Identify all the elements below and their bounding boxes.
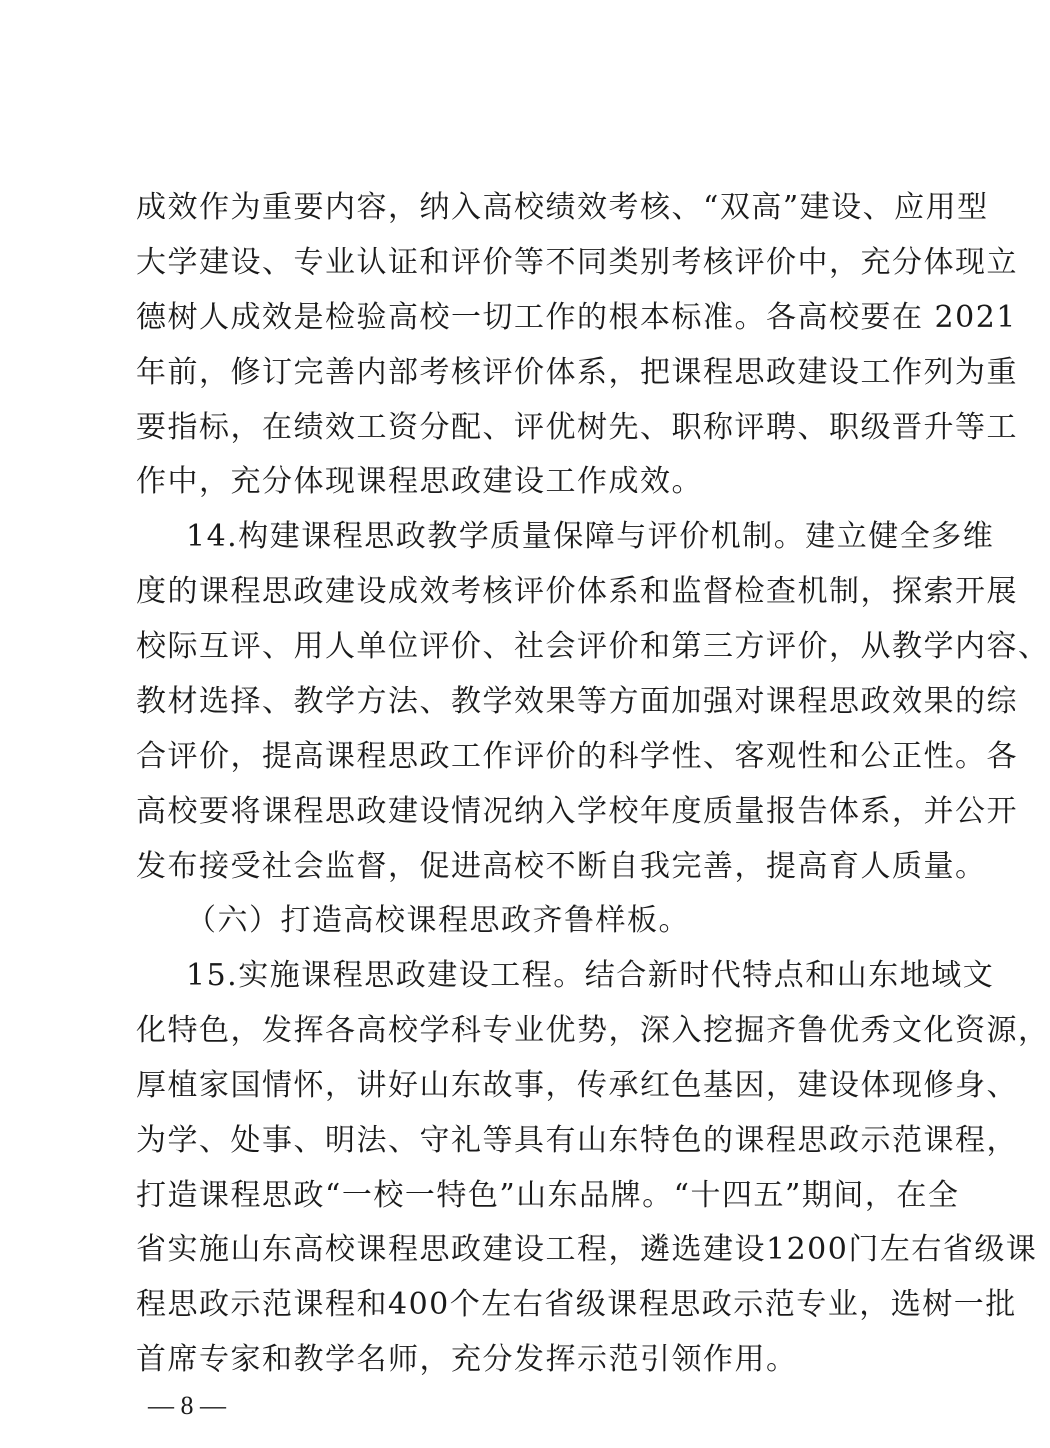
text-line: 大学建设、专业认证和评价等不同类别考核评价中，充分体现立 (136, 245, 1018, 280)
text-line: 合评价，提高课程思政工作评价的科学性、客观性和公正性。各 (136, 739, 1018, 774)
text-line: 化特色，发挥各高校学科专业优势，深入挖掘齐鲁优秀文化资源， (136, 1013, 1050, 1048)
section-15-heading-line: 15.实施课程思政建设工程。结合新时代特点和山东地域文 (186, 958, 995, 993)
text-line: 厚植家国情怀，讲好山东故事，传承红色基因，建设体现修身、 (136, 1068, 1018, 1103)
text-line: 发布接受社会监督，促进高校不断自我完善，提高育人质量。 (136, 849, 987, 884)
text-line: 教材选择、教学方法、教学效果等方面加强对课程思政效果的综 (136, 684, 1018, 719)
text-line: 省实施山东高校课程思政建设工程，遴选建设1200门左右省级课 (136, 1232, 1038, 1267)
text-line: 作中，充分体现课程思政建设工作成效。 (136, 464, 703, 499)
section-14-heading-line: 14.构建课程思政教学质量保障与评价机制。建立健全多维 (186, 519, 995, 554)
section-six-heading: （六）打造高校课程思政齐鲁样板。 (186, 903, 690, 938)
text-line: 要指标，在绩效工资分配、评优树先、职称评聘、职级晋升等工 (136, 410, 1018, 445)
text-line: 打造课程思政“一校一特色”山东品牌。“十四五”期间，在全 (136, 1178, 960, 1213)
text-line: 程思政示范课程和400个左右省级课程思政示范专业，选树一批 (136, 1287, 1017, 1322)
text-line: 首席专家和教学名师，充分发挥示范引领作用。 (136, 1342, 798, 1377)
page-number: — 8 — (148, 1391, 226, 1420)
text-line: 度的课程思政建设成效考核评价体系和监督检查机制，探索开展 (136, 574, 1018, 609)
text-line: 高校要将课程思政建设情况纳入学校年度质量报告体系，并公开 (136, 794, 1018, 829)
text-line: 为学、处事、明法、守礼等具有山东特色的课程思政示范课程， (136, 1123, 1018, 1158)
text-line: 德树人成效是检验高校一切工作的根本标准。各高校要在 2021 (136, 300, 1017, 335)
text-line: 年前，修订完善内部考核评价体系，把课程思政建设工作列为重 (136, 355, 1018, 390)
text-line: 校际互评、用人单位评价、社会评价和第三方评价，从教学内容、 (136, 629, 1050, 664)
text-line: 成效作为重要内容，纳入高校绩效考核、“双高”建设、应用型 (136, 190, 989, 225)
